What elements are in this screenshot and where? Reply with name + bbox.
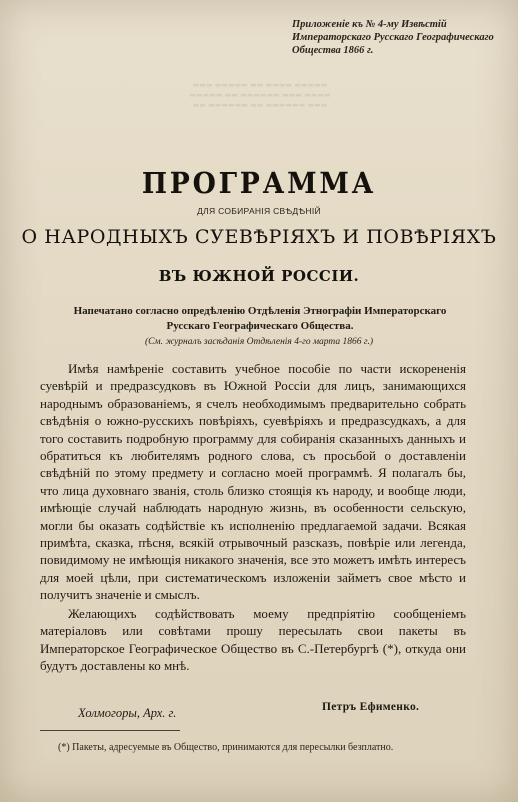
footnote: (*) Пакеты, адресуемые въ Общество, принимаются для пересылки безплатно.: [58, 742, 394, 753]
subtitle-main: О НАРОДНЫХЪ СУЕВѢРІЯХЪ И ПОВѢРІЯХЪ: [21, 226, 497, 248]
subtitle-small: ДЛЯ СОБИРАНІЯ СВѢДѢНІЙ: [197, 206, 321, 216]
document-title: ПРОГРАММА: [141, 166, 377, 200]
body-paragraph-2: Желающихъ содѣйствовать моему предпріятію сообщеніемъ матеріаловъ или совѣтами прошу пересылать свои пакеты въ Императорское Географическое Общество въ С.-Петербургѣ (*), откуда они будутъ доставлены ко мнѣ.: [40, 605, 466, 673]
printed-by-note: Напечатано согласно опредѣленію Отдѣленія Этнографіи Императорскаго Русскаго Географическаго Общества.: [73, 305, 447, 332]
bleed-through-text: ▬▬▬ ▬▬▬▬▬ ▬▬ ▬▬▬▬ ▬▬▬▬▬ ▬▬▬▬▬ ▬▬ ▬▬▬▬▬▬ ▬▬▬ ▬▬▬▬ ▬▬ ▬▬▬▬▬▬ ▬▬ ▬▬▬▬▬▬ ▬▬▬: [189, 81, 331, 109]
subtitle-region: ВЪ ЮЖНОЙ РОССІИ.: [158, 267, 360, 285]
header-appendix-note: Приложеніе къ № 4-му Извѣстій Императорскаго Русскаго Географическаго Общества 1866 г.: [292, 19, 494, 56]
journal-reference: (См. журналъ засѣданія Отдѣленія 4-го марта 1866 г.): [145, 337, 373, 347]
place-of-writing: Холмогоры, Арх. г.: [78, 706, 177, 720]
footnote-divider: [40, 730, 180, 731]
author-signature: Петръ Ефименко.: [322, 701, 420, 713]
body-text: [40, 360, 466, 674]
body-paragraph-1: Имѣя намѣреніе составить учебное пособіе по части искорененія суевѣрій и предразсудковъ въ Южной Россіи для лицъ, занимающихся народнымъ образованіемъ, я счелъ необходимымъ предварительно собрать свѣдѣнія о южно-русскихъ повѣріяхъ, суевѣріяхъ и предразсудкахъ, а для того составить подробную программу для собиранія сказанныхъ данныхъ и обратиться къ любителямъ родного слова, съ просьбой о доставленіи свѣдѣній по этому предмету и согласно моей программѣ. Я полагалъ бы, что лица духовнаго званія, столь близко стоящія къ народу, и вообще люди, имѣющіе случай наблюдать народную жизнь, въ особенности сельскую, могли бы оказать содѣйствіе къ исполненію предлагаемой задачи. Всякая примѣта, сказка, пѣсня, всякій отрывочный разсказъ, повѣріе или легенда, повидимому не имѣющія никакого значенія, все это можетъ имѣть интересъ для моей цѣли, при систематическомъ изложеніи займетъ свое мѣсто и получитъ значеніе и смыслъ.: [40, 361, 466, 603]
